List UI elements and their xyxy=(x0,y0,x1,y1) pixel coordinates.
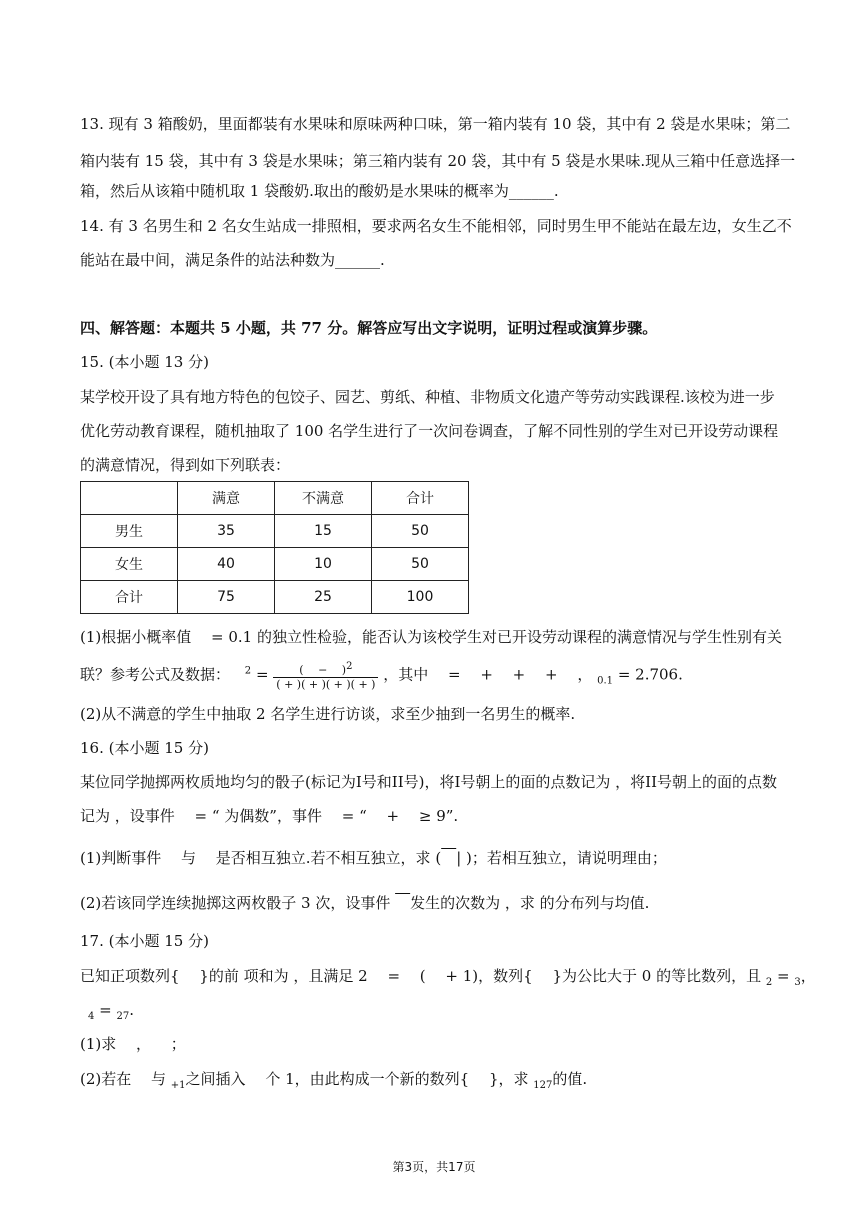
q15-title: 15. (本小题 13 分) xyxy=(80,353,209,371)
q15-line-2: 优化劳动教育课程，随机抽取了 100 名学生进行了一次问卷调查，了解不同性别的学生对已开设劳动课程 xyxy=(80,422,779,440)
q13-line-2: 箱内装有 15 袋，其中有 3 袋是水果味；第三箱内装有 20 袋，其中有 5 袋是水果味.现从三箱中任意选择一 xyxy=(80,152,796,170)
q15-part1-line-1: (1)根据小概率值 = 0.1 的独立性检验，能否认为该校学生对已开设劳动课程的满意情况与学生性别有关 xyxy=(80,628,782,646)
table-header-cell: 满意 xyxy=(178,482,275,515)
table-cell: 50 xyxy=(372,515,469,548)
q15-part1-line-2 xyxy=(80,660,683,691)
q13-line-1: 13. 现有 3 箱酸奶，里面都装有水果味和原味两种口味，第一箱内装有 10 袋，其中有 2 袋是水果味；第二 xyxy=(80,115,791,133)
critical-value-subscript: 0.1 xyxy=(597,675,614,687)
q15-part2: (2)从不满意的学生中抽取 2 名学生进行访谈，求至少抽到一名男生的概率. xyxy=(80,705,576,723)
chi-square-fraction xyxy=(273,660,378,691)
formula-equals: = xyxy=(251,665,274,684)
table-cell: 40 xyxy=(178,548,275,581)
section-heading: 四、解答题：本题共 5 小题，共 77 分。解答应写出文字说明，证明过程或演算步骤。 xyxy=(80,319,658,337)
q17-line-2: $_4$ = $_{27}$. xyxy=(88,1001,134,1022)
q15-formula-intro: 联？参考公式及数据： xyxy=(80,665,231,684)
q15-formula-where: ，其中 = + + + ， xyxy=(383,665,593,684)
complement-bar xyxy=(441,849,456,867)
q16-part1: (1)判断事件 与 是否相互独立.若不相互独立，求 ( | )；若相互独立，请说明理由； xyxy=(80,849,667,867)
formula-exponent: 2 xyxy=(244,665,252,677)
contingency-table xyxy=(80,481,469,614)
q14-line-2: 能站在最中间，满足条件的站法种数为______. xyxy=(80,251,385,269)
page-number: 第3页，共17页 xyxy=(392,1160,476,1174)
table-row xyxy=(81,515,469,548)
table-cell: 10 xyxy=(275,548,372,581)
q17-part2: (2)若在 与 $_{+1}$之间插入 个 1，由此构成一个新的数列{ }，求 $_{127}$的值. xyxy=(80,1070,588,1091)
complement-bar xyxy=(395,894,410,912)
q15-line-3: 的满意情况，得到如下列联表： xyxy=(80,456,291,474)
table-cell: 合计 xyxy=(81,581,178,614)
q17-line-1: 已知正项数列{ }的前 项和为 ，且满足 2 = ( + 1)，数列{ }为公比大于 0 的等比数列，且 $_2$ = $_3$， xyxy=(80,967,816,988)
table-header-row xyxy=(81,482,469,515)
table-row xyxy=(81,581,469,614)
table-header-cell: 不满意 xyxy=(275,482,372,515)
table-cell: 男生 xyxy=(81,515,178,548)
q16-title: 16. (本小题 15 分) xyxy=(80,739,209,757)
table-cell: 25 xyxy=(275,581,372,614)
fraction-numerator: ( − )$^2$ xyxy=(273,660,378,678)
q17-title: 17. (本小题 15 分) xyxy=(80,932,209,950)
q15-line-1: 某学校开设了具有地方特色的包饺子、园艺、剪纸、种植、非物质文化遗产等劳动实践课程.该校为进一步 xyxy=(80,388,775,406)
table-header-cell xyxy=(81,482,178,515)
critical-value: = 2.706. xyxy=(613,665,683,684)
q17-part1: (1)求 ， ； xyxy=(80,1035,186,1053)
q16-line-2: 记为 ，设事件 = “ 为偶数”，事件 = “ + ≥ 9”. xyxy=(80,807,459,825)
table-row xyxy=(81,548,469,581)
table-cell: 女生 xyxy=(81,548,178,581)
q13-line-3: 箱，然后从该箱中随机取 1 袋酸奶.取出的酸奶是水果味的概率为______. xyxy=(80,182,559,200)
q16-part2: (2)若该同学连续抛掷这两枚骰子 3 次，设事件 发生的次数为 ，求 的分布列与均值. xyxy=(80,894,650,912)
q16-line-1: 某位同学抛掷两枚质地均匀的骰子(标记为I号和II号)，将I号朝上的面的点数记为 ，将II号朝上的面的点数 xyxy=(80,773,778,791)
table-cell: 15 xyxy=(275,515,372,548)
table-cell: 100 xyxy=(372,581,469,614)
fraction-denominator: ( + )( + )( + )( + ) xyxy=(276,677,376,691)
q14-line-1: 14. 有 3 名男生和 2 名女生站成一排照相，要求两名女生不能相邻，同时男生甲不能站在最左边，女生乙不 xyxy=(80,217,792,235)
table-cell: 75 xyxy=(178,581,275,614)
table-cell: 35 xyxy=(178,515,275,548)
table-header-cell: 合计 xyxy=(372,482,469,515)
table-cell: 50 xyxy=(372,548,469,581)
